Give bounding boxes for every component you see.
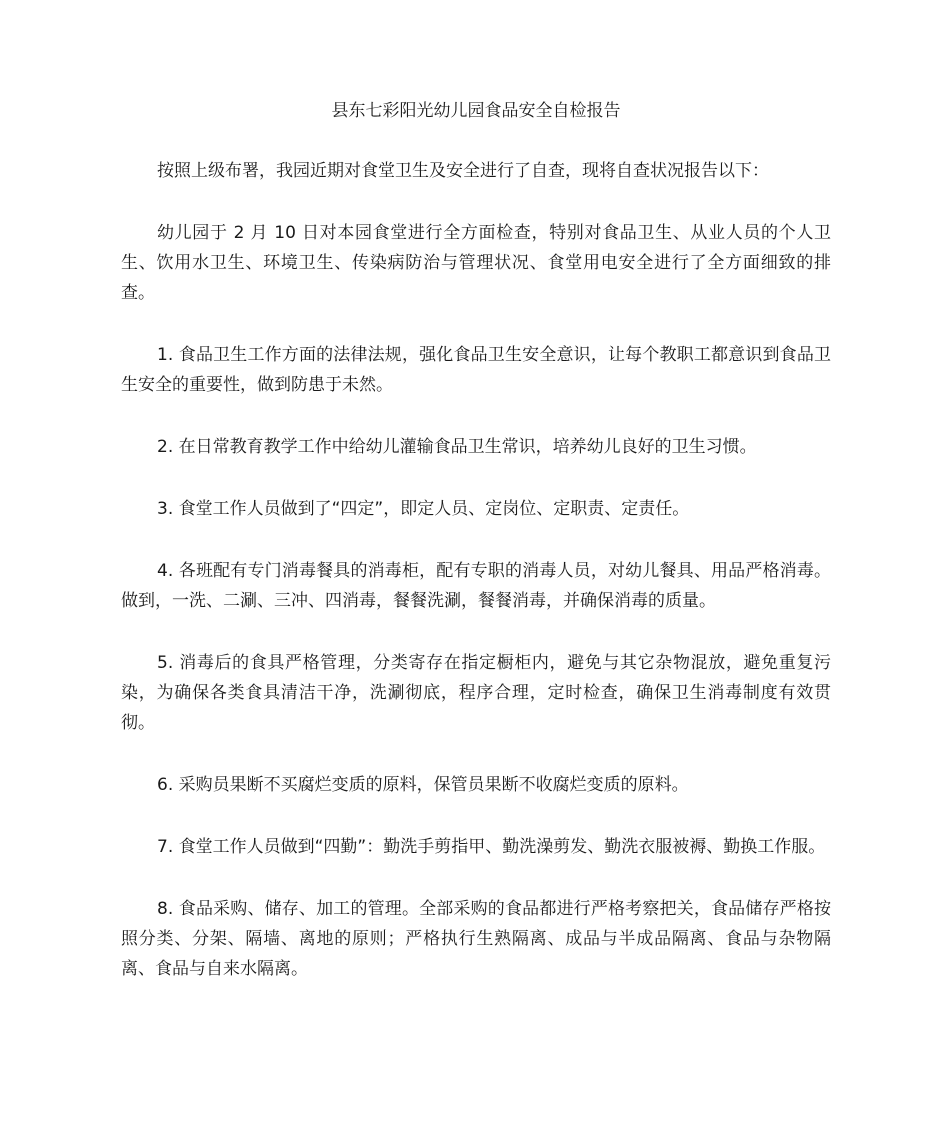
paragraph-item-2: 2. 在日常教育教学工作中给幼儿灌输食品卫生常识，培养幼儿良好的卫生习惯。 [157, 437, 757, 457]
paragraph-intro: 按照上级布署，我园近期对食堂卫生及安全进行了自查，现将自查状况报告以下： [157, 161, 769, 181]
document-title: 县东七彩阳光幼儿园食品安全自检报告 [331, 101, 621, 121]
document-body [121, 96, 831, 1016]
paragraph-inspection: 幼儿园于 2 月 10 日对本园食堂进行全方面检查，特别对食品卫生、从业人员的个人卫生、饮用水卫生、环境卫生、传染病防治与管理状况、食堂用电安全进行了全方面细致的排查。 [121, 223, 831, 303]
paragraph-item-3: 3. 食堂工作人员做到了“四定”，即定人员、定岗位、定职责、定责任。 [157, 499, 690, 519]
paragraph-item-1: 1. 食品卫生工作方面的法律法规，强化食品卫生安全意识，让每个教职工都意识到食品卫生安全的重要性，做到防患于未然。 [121, 345, 831, 395]
paragraph-item-5: 5. 消毒后的食具严格管理，分类寄存在指定橱柜内，避免与其它杂物混放，避免重复污染，为确保各类食具清洁干净，洗涮彻底，程序合理，定时检查，确保卫生消毒制度有效贯彻。 [121, 653, 831, 733]
paragraph-item-7: 7. 食堂工作人员做到“四勤”：勤洗手剪指甲、勤洗澡剪发、勤洗衣服被褥、勤换工作服。 [157, 837, 826, 857]
paragraph-item-8: 8. 食品采购、储存、加工的管理。全部采购的食品都进行严格考察把关，食品储存严格按照分类、分架、隔墙、离地的原则；严格执行生熟隔离、成品与半成品隔离、食品与杂物隔离、食品与自来水隔离。 [121, 899, 831, 979]
paragraph-item-4: 4. 各班配有专门消毒餐具的消毒柜，配有专职的消毒人员，对幼儿餐具、用品严格消毒。做到，一洗、二涮、三冲、四消毒，餐餐洗涮，餐餐消毒，并确保消毒的质量。 [121, 561, 831, 611]
paragraph-item-6: 6. 采购员果断不买腐烂变质的原料，保管员果断不收腐烂变质的原料。 [157, 775, 689, 795]
